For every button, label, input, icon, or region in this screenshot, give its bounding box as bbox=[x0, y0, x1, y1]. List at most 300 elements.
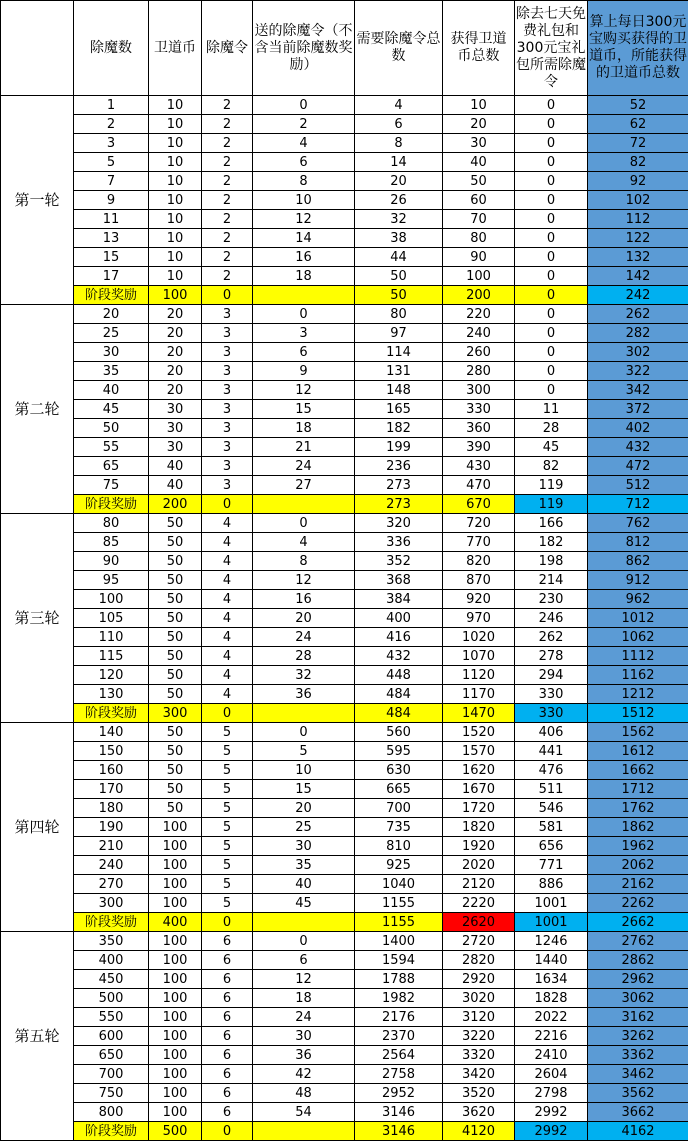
exorcism-count-cell[interactable]: 40 bbox=[74, 381, 149, 400]
total-coins-gained-cell[interactable]: 30 bbox=[443, 134, 515, 153]
exorcism-token-cell[interactable]: 5 bbox=[202, 723, 253, 742]
tokens-after-gift-packs-cell[interactable]: 1001 bbox=[515, 894, 588, 913]
coins-with-daily-purchase-cell[interactable]: 342 bbox=[588, 381, 688, 400]
stage-reward-label-cell[interactable]: 阶段奖励 bbox=[74, 495, 149, 514]
exorcism-count-cell[interactable]: 150 bbox=[74, 742, 149, 761]
tokens-after-gift-packs-cell[interactable]: 1634 bbox=[515, 970, 588, 989]
total-coins-gained-cell[interactable]: 20 bbox=[443, 115, 515, 134]
gifted-tokens-cell[interactable]: 3 bbox=[253, 324, 355, 343]
stage-reward-total-coins-gained-cell[interactable]: 2620 bbox=[443, 913, 515, 932]
total-tokens-needed-cell[interactable]: 2758 bbox=[355, 1065, 443, 1084]
coins-with-daily-purchase-cell[interactable]: 3462 bbox=[588, 1065, 688, 1084]
tokens-after-gift-packs-cell[interactable]: 546 bbox=[515, 799, 588, 818]
exorcism-token-cell[interactable]: 2 bbox=[202, 229, 253, 248]
exorcism-token-cell[interactable]: 2 bbox=[202, 134, 253, 153]
exorcism-count-cell[interactable]: 160 bbox=[74, 761, 149, 780]
exorcism-count-cell[interactable]: 45 bbox=[74, 400, 149, 419]
weidao-coin-cell[interactable]: 10 bbox=[149, 210, 202, 229]
coins-with-daily-purchase-cell[interactable]: 432 bbox=[588, 438, 688, 457]
stage-reward-gifted-tokens-cell[interactable] bbox=[253, 1122, 355, 1141]
coins-with-daily-purchase-cell[interactable]: 82 bbox=[588, 153, 688, 172]
coins-with-daily-purchase-cell[interactable]: 1212 bbox=[588, 685, 688, 704]
tokens-after-gift-packs-cell[interactable]: 0 bbox=[515, 210, 588, 229]
exorcism-count-cell[interactable]: 65 bbox=[74, 457, 149, 476]
gifted-tokens-cell[interactable]: 42 bbox=[253, 1065, 355, 1084]
gifted-tokens-cell[interactable]: 28 bbox=[253, 647, 355, 666]
coins-with-daily-purchase-cell[interactable]: 262 bbox=[588, 305, 688, 324]
stage-reward-total-tokens-needed-cell[interactable]: 3146 bbox=[355, 1122, 443, 1141]
tokens-after-gift-packs-cell[interactable]: 230 bbox=[515, 590, 588, 609]
weidao-coin-cell[interactable]: 30 bbox=[149, 400, 202, 419]
tokens-after-gift-packs-cell[interactable]: 0 bbox=[515, 305, 588, 324]
tokens-after-gift-packs-cell[interactable]: 294 bbox=[515, 666, 588, 685]
exorcism-count-cell[interactable]: 35 bbox=[74, 362, 149, 381]
total-coins-gained-cell[interactable]: 430 bbox=[443, 457, 515, 476]
coins-with-daily-purchase-cell[interactable]: 2762 bbox=[588, 932, 688, 951]
coins-with-daily-purchase-cell[interactable]: 2062 bbox=[588, 856, 688, 875]
total-tokens-needed-cell[interactable]: 273 bbox=[355, 476, 443, 495]
header-exorcism-count[interactable]: 除魔数 bbox=[74, 1, 149, 96]
weidao-coin-cell[interactable]: 20 bbox=[149, 362, 202, 381]
total-tokens-needed-cell[interactable]: 400 bbox=[355, 609, 443, 628]
exorcism-token-cell[interactable]: 4 bbox=[202, 571, 253, 590]
total-tokens-needed-cell[interactable]: 432 bbox=[355, 647, 443, 666]
exorcism-token-cell[interactable]: 3 bbox=[202, 419, 253, 438]
weidao-coin-cell[interactable]: 50 bbox=[149, 552, 202, 571]
stage-reward-weidao-coin-cell[interactable]: 100 bbox=[149, 286, 202, 305]
weidao-coin-cell[interactable]: 100 bbox=[149, 1027, 202, 1046]
stage-reward-exorcism-token-cell[interactable]: 0 bbox=[202, 1122, 253, 1141]
weidao-coin-cell[interactable]: 50 bbox=[149, 628, 202, 647]
tokens-after-gift-packs-cell[interactable]: 0 bbox=[515, 229, 588, 248]
exorcism-count-cell[interactable]: 5 bbox=[74, 153, 149, 172]
coins-with-daily-purchase-cell[interactable]: 2962 bbox=[588, 970, 688, 989]
exorcism-token-cell[interactable]: 3 bbox=[202, 438, 253, 457]
exorcism-count-cell[interactable]: 240 bbox=[74, 856, 149, 875]
tokens-after-gift-packs-cell[interactable]: 511 bbox=[515, 780, 588, 799]
total-coins-gained-cell[interactable]: 260 bbox=[443, 343, 515, 362]
stage-reward-label-cell[interactable]: 阶段奖励 bbox=[74, 1122, 149, 1141]
total-coins-gained-cell[interactable]: 1520 bbox=[443, 723, 515, 742]
exorcism-token-cell[interactable]: 3 bbox=[202, 343, 253, 362]
exorcism-count-cell[interactable]: 210 bbox=[74, 837, 149, 856]
total-coins-gained-cell[interactable]: 2920 bbox=[443, 970, 515, 989]
exorcism-token-cell[interactable]: 6 bbox=[202, 1008, 253, 1027]
exorcism-token-cell[interactable]: 3 bbox=[202, 476, 253, 495]
coins-with-daily-purchase-cell[interactable]: 372 bbox=[588, 400, 688, 419]
weidao-coin-cell[interactable]: 100 bbox=[149, 932, 202, 951]
gifted-tokens-cell[interactable]: 15 bbox=[253, 780, 355, 799]
gifted-tokens-cell[interactable]: 25 bbox=[253, 818, 355, 837]
weidao-coin-cell[interactable]: 100 bbox=[149, 970, 202, 989]
coins-with-daily-purchase-cell[interactable]: 1662 bbox=[588, 761, 688, 780]
weidao-coin-cell[interactable]: 100 bbox=[149, 1008, 202, 1027]
coins-with-daily-purchase-cell[interactable]: 862 bbox=[588, 552, 688, 571]
gifted-tokens-cell[interactable]: 54 bbox=[253, 1103, 355, 1122]
exorcism-count-cell[interactable]: 2 bbox=[74, 115, 149, 134]
exorcism-token-cell[interactable]: 4 bbox=[202, 666, 253, 685]
stage-reward-exorcism-token-cell[interactable]: 0 bbox=[202, 286, 253, 305]
exorcism-token-cell[interactable]: 4 bbox=[202, 628, 253, 647]
tokens-after-gift-packs-cell[interactable]: 406 bbox=[515, 723, 588, 742]
total-tokens-needed-cell[interactable]: 1788 bbox=[355, 970, 443, 989]
coins-with-daily-purchase-cell[interactable]: 112 bbox=[588, 210, 688, 229]
weidao-coin-cell[interactable]: 100 bbox=[149, 1103, 202, 1122]
exorcism-token-cell[interactable]: 2 bbox=[202, 115, 253, 134]
weidao-coin-cell[interactable]: 50 bbox=[149, 533, 202, 552]
stage-reward-coins-with-daily-purchase-cell[interactable]: 2662 bbox=[588, 913, 688, 932]
gifted-tokens-cell[interactable]: 12 bbox=[253, 571, 355, 590]
exorcism-token-cell[interactable]: 3 bbox=[202, 362, 253, 381]
total-coins-gained-cell[interactable]: 920 bbox=[443, 590, 515, 609]
exorcism-count-cell[interactable]: 17 bbox=[74, 267, 149, 286]
exorcism-token-cell[interactable]: 2 bbox=[202, 96, 253, 115]
coins-with-daily-purchase-cell[interactable]: 122 bbox=[588, 229, 688, 248]
stage-reward-total-coins-gained-cell[interactable]: 670 bbox=[443, 495, 515, 514]
weidao-coin-cell[interactable]: 100 bbox=[149, 951, 202, 970]
stage-reward-gifted-tokens-cell[interactable] bbox=[253, 495, 355, 514]
exorcism-count-cell[interactable]: 120 bbox=[74, 666, 149, 685]
exorcism-token-cell[interactable]: 6 bbox=[202, 951, 253, 970]
total-tokens-needed-cell[interactable]: 199 bbox=[355, 438, 443, 457]
total-coins-gained-cell[interactable]: 220 bbox=[443, 305, 515, 324]
total-tokens-needed-cell[interactable]: 320 bbox=[355, 514, 443, 533]
exorcism-token-cell[interactable]: 6 bbox=[202, 1065, 253, 1084]
coins-with-daily-purchase-cell[interactable]: 1862 bbox=[588, 818, 688, 837]
tokens-after-gift-packs-cell[interactable]: 246 bbox=[515, 609, 588, 628]
gifted-tokens-cell[interactable]: 14 bbox=[253, 229, 355, 248]
exorcism-count-cell[interactable]: 600 bbox=[74, 1027, 149, 1046]
stage-reward-coins-with-daily-purchase-cell[interactable]: 4162 bbox=[588, 1122, 688, 1141]
header-total-tokens-needed[interactable]: 需要除魔令总数 bbox=[355, 1, 443, 96]
gifted-tokens-cell[interactable]: 21 bbox=[253, 438, 355, 457]
total-coins-gained-cell[interactable]: 3320 bbox=[443, 1046, 515, 1065]
coins-with-daily-purchase-cell[interactable]: 1162 bbox=[588, 666, 688, 685]
weidao-coin-cell[interactable]: 10 bbox=[149, 248, 202, 267]
weidao-coin-cell[interactable]: 100 bbox=[149, 1046, 202, 1065]
stage-reward-weidao-coin-cell[interactable]: 500 bbox=[149, 1122, 202, 1141]
total-tokens-needed-cell[interactable]: 336 bbox=[355, 533, 443, 552]
total-tokens-needed-cell[interactable]: 80 bbox=[355, 305, 443, 324]
total-coins-gained-cell[interactable]: 100 bbox=[443, 267, 515, 286]
exorcism-token-cell[interactable]: 5 bbox=[202, 837, 253, 856]
stage-reward-weidao-coin-cell[interactable]: 400 bbox=[149, 913, 202, 932]
total-tokens-needed-cell[interactable]: 14 bbox=[355, 153, 443, 172]
weidao-coin-cell[interactable]: 100 bbox=[149, 989, 202, 1008]
tokens-after-gift-packs-cell[interactable]: 11 bbox=[515, 400, 588, 419]
stage-reward-total-coins-gained-cell[interactable]: 4120 bbox=[443, 1122, 515, 1141]
coins-with-daily-purchase-cell[interactable]: 52 bbox=[588, 96, 688, 115]
exorcism-token-cell[interactable]: 2 bbox=[202, 172, 253, 191]
weidao-coin-cell[interactable]: 50 bbox=[149, 571, 202, 590]
coins-with-daily-purchase-cell[interactable]: 2162 bbox=[588, 875, 688, 894]
total-tokens-needed-cell[interactable]: 560 bbox=[355, 723, 443, 742]
exorcism-count-cell[interactable]: 400 bbox=[74, 951, 149, 970]
tokens-after-gift-packs-cell[interactable]: 2992 bbox=[515, 1103, 588, 1122]
exorcism-token-cell[interactable]: 6 bbox=[202, 1084, 253, 1103]
total-coins-gained-cell[interactable]: 1920 bbox=[443, 837, 515, 856]
total-coins-gained-cell[interactable]: 1670 bbox=[443, 780, 515, 799]
gifted-tokens-cell[interactable]: 6 bbox=[253, 153, 355, 172]
stage-reward-gifted-tokens-cell[interactable] bbox=[253, 704, 355, 723]
weidao-coin-cell[interactable]: 50 bbox=[149, 514, 202, 533]
tokens-after-gift-packs-cell[interactable]: 1828 bbox=[515, 989, 588, 1008]
coins-with-daily-purchase-cell[interactable]: 1962 bbox=[588, 837, 688, 856]
total-coins-gained-cell[interactable]: 90 bbox=[443, 248, 515, 267]
weidao-coin-cell[interactable]: 10 bbox=[149, 267, 202, 286]
total-tokens-needed-cell[interactable]: 26 bbox=[355, 191, 443, 210]
total-coins-gained-cell[interactable]: 820 bbox=[443, 552, 515, 571]
total-tokens-needed-cell[interactable]: 236 bbox=[355, 457, 443, 476]
total-tokens-needed-cell[interactable]: 148 bbox=[355, 381, 443, 400]
total-coins-gained-cell[interactable]: 3020 bbox=[443, 989, 515, 1008]
total-tokens-needed-cell[interactable]: 6 bbox=[355, 115, 443, 134]
round-label-cell[interactable]: 第三轮 bbox=[1, 514, 74, 723]
weidao-coin-cell[interactable]: 40 bbox=[149, 457, 202, 476]
coins-with-daily-purchase-cell[interactable]: 1612 bbox=[588, 742, 688, 761]
total-tokens-needed-cell[interactable]: 2564 bbox=[355, 1046, 443, 1065]
coins-with-daily-purchase-cell[interactable]: 3162 bbox=[588, 1008, 688, 1027]
total-coins-gained-cell[interactable]: 390 bbox=[443, 438, 515, 457]
tokens-after-gift-packs-cell[interactable]: 278 bbox=[515, 647, 588, 666]
coins-with-daily-purchase-cell[interactable]: 962 bbox=[588, 590, 688, 609]
tokens-after-gift-packs-cell[interactable]: 262 bbox=[515, 628, 588, 647]
total-coins-gained-cell[interactable]: 770 bbox=[443, 533, 515, 552]
exorcism-token-cell[interactable]: 3 bbox=[202, 324, 253, 343]
total-coins-gained-cell[interactable]: 870 bbox=[443, 571, 515, 590]
total-tokens-needed-cell[interactable]: 2952 bbox=[355, 1084, 443, 1103]
gifted-tokens-cell[interactable]: 48 bbox=[253, 1084, 355, 1103]
exorcism-count-cell[interactable]: 650 bbox=[74, 1046, 149, 1065]
exorcism-count-cell[interactable]: 85 bbox=[74, 533, 149, 552]
tokens-after-gift-packs-cell[interactable]: 214 bbox=[515, 571, 588, 590]
stage-reward-tokens-after-gift-packs-cell[interactable]: 330 bbox=[515, 704, 588, 723]
stage-reward-label-cell[interactable]: 阶段奖励 bbox=[74, 913, 149, 932]
exorcism-token-cell[interactable]: 4 bbox=[202, 647, 253, 666]
coins-with-daily-purchase-cell[interactable]: 142 bbox=[588, 267, 688, 286]
exorcism-count-cell[interactable]: 130 bbox=[74, 685, 149, 704]
gifted-tokens-cell[interactable]: 2 bbox=[253, 115, 355, 134]
tokens-after-gift-packs-cell[interactable]: 28 bbox=[515, 419, 588, 438]
total-tokens-needed-cell[interactable]: 2370 bbox=[355, 1027, 443, 1046]
exorcism-count-cell[interactable]: 800 bbox=[74, 1103, 149, 1122]
stage-reward-weidao-coin-cell[interactable]: 200 bbox=[149, 495, 202, 514]
weidao-coin-cell[interactable]: 30 bbox=[149, 419, 202, 438]
weidao-coin-cell[interactable]: 50 bbox=[149, 647, 202, 666]
gifted-tokens-cell[interactable]: 0 bbox=[253, 932, 355, 951]
total-coins-gained-cell[interactable]: 3620 bbox=[443, 1103, 515, 1122]
weidao-coin-cell[interactable]: 50 bbox=[149, 780, 202, 799]
exorcism-token-cell[interactable]: 2 bbox=[202, 191, 253, 210]
coins-with-daily-purchase-cell[interactable]: 3262 bbox=[588, 1027, 688, 1046]
tokens-after-gift-packs-cell[interactable]: 0 bbox=[515, 343, 588, 362]
gifted-tokens-cell[interactable]: 12 bbox=[253, 970, 355, 989]
total-coins-gained-cell[interactable]: 330 bbox=[443, 400, 515, 419]
total-tokens-needed-cell[interactable]: 352 bbox=[355, 552, 443, 571]
gifted-tokens-cell[interactable]: 5 bbox=[253, 742, 355, 761]
stage-reward-exorcism-token-cell[interactable]: 0 bbox=[202, 495, 253, 514]
coins-with-daily-purchase-cell[interactable]: 1062 bbox=[588, 628, 688, 647]
tokens-after-gift-packs-cell[interactable]: 45 bbox=[515, 438, 588, 457]
total-coins-gained-cell[interactable]: 3220 bbox=[443, 1027, 515, 1046]
tokens-after-gift-packs-cell[interactable]: 198 bbox=[515, 552, 588, 571]
total-tokens-needed-cell[interactable]: 165 bbox=[355, 400, 443, 419]
tokens-after-gift-packs-cell[interactable]: 0 bbox=[515, 248, 588, 267]
gifted-tokens-cell[interactable]: 36 bbox=[253, 685, 355, 704]
total-coins-gained-cell[interactable]: 3120 bbox=[443, 1008, 515, 1027]
coins-with-daily-purchase-cell[interactable]: 762 bbox=[588, 514, 688, 533]
exorcism-count-cell[interactable]: 30 bbox=[74, 343, 149, 362]
exorcism-count-cell[interactable]: 75 bbox=[74, 476, 149, 495]
header-exorcism-token[interactable]: 除魔令 bbox=[202, 1, 253, 96]
total-tokens-needed-cell[interactable]: 595 bbox=[355, 742, 443, 761]
tokens-after-gift-packs-cell[interactable]: 0 bbox=[515, 381, 588, 400]
total-tokens-needed-cell[interactable]: 1594 bbox=[355, 951, 443, 970]
coins-with-daily-purchase-cell[interactable]: 62 bbox=[588, 115, 688, 134]
total-coins-gained-cell[interactable]: 280 bbox=[443, 362, 515, 381]
weidao-coin-cell[interactable]: 50 bbox=[149, 742, 202, 761]
weidao-coin-cell[interactable]: 40 bbox=[149, 476, 202, 495]
exorcism-token-cell[interactable]: 3 bbox=[202, 400, 253, 419]
exorcism-token-cell[interactable]: 6 bbox=[202, 932, 253, 951]
weidao-coin-cell[interactable]: 100 bbox=[149, 1065, 202, 1084]
coins-with-daily-purchase-cell[interactable]: 322 bbox=[588, 362, 688, 381]
total-tokens-needed-cell[interactable]: 810 bbox=[355, 837, 443, 856]
gifted-tokens-cell[interactable]: 20 bbox=[253, 799, 355, 818]
exorcism-token-cell[interactable]: 5 bbox=[202, 780, 253, 799]
total-coins-gained-cell[interactable]: 2120 bbox=[443, 875, 515, 894]
total-tokens-needed-cell[interactable]: 114 bbox=[355, 343, 443, 362]
stage-reward-total-tokens-needed-cell[interactable]: 484 bbox=[355, 704, 443, 723]
gifted-tokens-cell[interactable]: 27 bbox=[253, 476, 355, 495]
exorcism-count-cell[interactable]: 55 bbox=[74, 438, 149, 457]
exorcism-token-cell[interactable]: 3 bbox=[202, 305, 253, 324]
total-coins-gained-cell[interactable]: 10 bbox=[443, 96, 515, 115]
total-tokens-needed-cell[interactable]: 630 bbox=[355, 761, 443, 780]
total-coins-gained-cell[interactable]: 470 bbox=[443, 476, 515, 495]
total-coins-gained-cell[interactable]: 3520 bbox=[443, 1084, 515, 1103]
total-tokens-needed-cell[interactable]: 3146 bbox=[355, 1103, 443, 1122]
coins-with-daily-purchase-cell[interactable]: 132 bbox=[588, 248, 688, 267]
exorcism-count-cell[interactable]: 95 bbox=[74, 571, 149, 590]
gifted-tokens-cell[interactable]: 0 bbox=[253, 723, 355, 742]
coins-with-daily-purchase-cell[interactable]: 812 bbox=[588, 533, 688, 552]
exorcism-token-cell[interactable]: 5 bbox=[202, 799, 253, 818]
total-coins-gained-cell[interactable]: 1070 bbox=[443, 647, 515, 666]
coins-with-daily-purchase-cell[interactable]: 2262 bbox=[588, 894, 688, 913]
exorcism-count-cell[interactable]: 450 bbox=[74, 970, 149, 989]
exorcism-count-cell[interactable]: 500 bbox=[74, 989, 149, 1008]
coins-with-daily-purchase-cell[interactable]: 1112 bbox=[588, 647, 688, 666]
gifted-tokens-cell[interactable]: 15 bbox=[253, 400, 355, 419]
total-coins-gained-cell[interactable]: 300 bbox=[443, 381, 515, 400]
gifted-tokens-cell[interactable]: 12 bbox=[253, 210, 355, 229]
weidao-coin-cell[interactable]: 100 bbox=[149, 837, 202, 856]
exorcism-token-cell[interactable]: 4 bbox=[202, 590, 253, 609]
exorcism-count-cell[interactable]: 9 bbox=[74, 191, 149, 210]
tokens-after-gift-packs-cell[interactable]: 656 bbox=[515, 837, 588, 856]
weidao-coin-cell[interactable]: 10 bbox=[149, 115, 202, 134]
gifted-tokens-cell[interactable]: 0 bbox=[253, 514, 355, 533]
tokens-after-gift-packs-cell[interactable]: 330 bbox=[515, 685, 588, 704]
total-coins-gained-cell[interactable]: 2820 bbox=[443, 951, 515, 970]
total-tokens-needed-cell[interactable]: 700 bbox=[355, 799, 443, 818]
gifted-tokens-cell[interactable]: 32 bbox=[253, 666, 355, 685]
stage-reward-tokens-after-gift-packs-cell[interactable]: 2992 bbox=[515, 1122, 588, 1141]
exorcism-token-cell[interactable]: 3 bbox=[202, 381, 253, 400]
tokens-after-gift-packs-cell[interactable]: 82 bbox=[515, 457, 588, 476]
gifted-tokens-cell[interactable]: 0 bbox=[253, 96, 355, 115]
exorcism-count-cell[interactable]: 700 bbox=[74, 1065, 149, 1084]
total-coins-gained-cell[interactable]: 240 bbox=[443, 324, 515, 343]
total-coins-gained-cell[interactable]: 1170 bbox=[443, 685, 515, 704]
total-coins-gained-cell[interactable]: 50 bbox=[443, 172, 515, 191]
exorcism-count-cell[interactable]: 270 bbox=[74, 875, 149, 894]
tokens-after-gift-packs-cell[interactable]: 2798 bbox=[515, 1084, 588, 1103]
exorcism-count-cell[interactable]: 90 bbox=[74, 552, 149, 571]
total-tokens-needed-cell[interactable]: 484 bbox=[355, 685, 443, 704]
weidao-coin-cell[interactable]: 50 bbox=[149, 723, 202, 742]
gifted-tokens-cell[interactable]: 12 bbox=[253, 381, 355, 400]
gifted-tokens-cell[interactable]: 36 bbox=[253, 1046, 355, 1065]
total-coins-gained-cell[interactable]: 970 bbox=[443, 609, 515, 628]
round-label-cell[interactable]: 第二轮 bbox=[1, 305, 74, 514]
exorcism-count-cell[interactable]: 140 bbox=[74, 723, 149, 742]
exorcism-token-cell[interactable]: 2 bbox=[202, 153, 253, 172]
tokens-after-gift-packs-cell[interactable]: 0 bbox=[515, 362, 588, 381]
stage-reward-coins-with-daily-purchase-cell[interactable]: 712 bbox=[588, 495, 688, 514]
tokens-after-gift-packs-cell[interactable]: 886 bbox=[515, 875, 588, 894]
total-tokens-needed-cell[interactable]: 131 bbox=[355, 362, 443, 381]
exorcism-token-cell[interactable]: 5 bbox=[202, 856, 253, 875]
tokens-after-gift-packs-cell[interactable]: 441 bbox=[515, 742, 588, 761]
stage-reward-total-coins-gained-cell[interactable]: 1470 bbox=[443, 704, 515, 723]
weidao-coin-cell[interactable]: 20 bbox=[149, 324, 202, 343]
exorcism-count-cell[interactable]: 13 bbox=[74, 229, 149, 248]
total-coins-gained-cell[interactable]: 2720 bbox=[443, 932, 515, 951]
gifted-tokens-cell[interactable]: 9 bbox=[253, 362, 355, 381]
weidao-coin-cell[interactable]: 30 bbox=[149, 438, 202, 457]
coins-with-daily-purchase-cell[interactable]: 3562 bbox=[588, 1084, 688, 1103]
total-tokens-needed-cell[interactable]: 97 bbox=[355, 324, 443, 343]
weidao-coin-cell[interactable]: 50 bbox=[149, 590, 202, 609]
tokens-after-gift-packs-cell[interactable]: 0 bbox=[515, 96, 588, 115]
tokens-after-gift-packs-cell[interactable]: 1440 bbox=[515, 951, 588, 970]
total-tokens-needed-cell[interactable]: 448 bbox=[355, 666, 443, 685]
total-tokens-needed-cell[interactable]: 8 bbox=[355, 134, 443, 153]
gifted-tokens-cell[interactable]: 30 bbox=[253, 1027, 355, 1046]
stage-reward-total-tokens-needed-cell[interactable]: 50 bbox=[355, 286, 443, 305]
tokens-after-gift-packs-cell[interactable]: 2022 bbox=[515, 1008, 588, 1027]
gifted-tokens-cell[interactable]: 6 bbox=[253, 343, 355, 362]
stage-reward-total-tokens-needed-cell[interactable]: 1155 bbox=[355, 913, 443, 932]
weidao-coin-cell[interactable]: 20 bbox=[149, 381, 202, 400]
round-label-cell[interactable]: 第一轮 bbox=[1, 96, 74, 305]
total-tokens-needed-cell[interactable]: 4 bbox=[355, 96, 443, 115]
round-label-cell[interactable]: 第四轮 bbox=[1, 723, 74, 932]
exorcism-count-cell[interactable]: 105 bbox=[74, 609, 149, 628]
coins-with-daily-purchase-cell[interactable]: 1562 bbox=[588, 723, 688, 742]
total-tokens-needed-cell[interactable]: 665 bbox=[355, 780, 443, 799]
tokens-after-gift-packs-cell[interactable]: 166 bbox=[515, 514, 588, 533]
coins-with-daily-purchase-cell[interactable]: 302 bbox=[588, 343, 688, 362]
gifted-tokens-cell[interactable]: 45 bbox=[253, 894, 355, 913]
exorcism-count-cell[interactable]: 11 bbox=[74, 210, 149, 229]
total-coins-gained-cell[interactable]: 1020 bbox=[443, 628, 515, 647]
total-coins-gained-cell[interactable]: 1120 bbox=[443, 666, 515, 685]
total-coins-gained-cell[interactable]: 2020 bbox=[443, 856, 515, 875]
total-tokens-needed-cell[interactable]: 925 bbox=[355, 856, 443, 875]
